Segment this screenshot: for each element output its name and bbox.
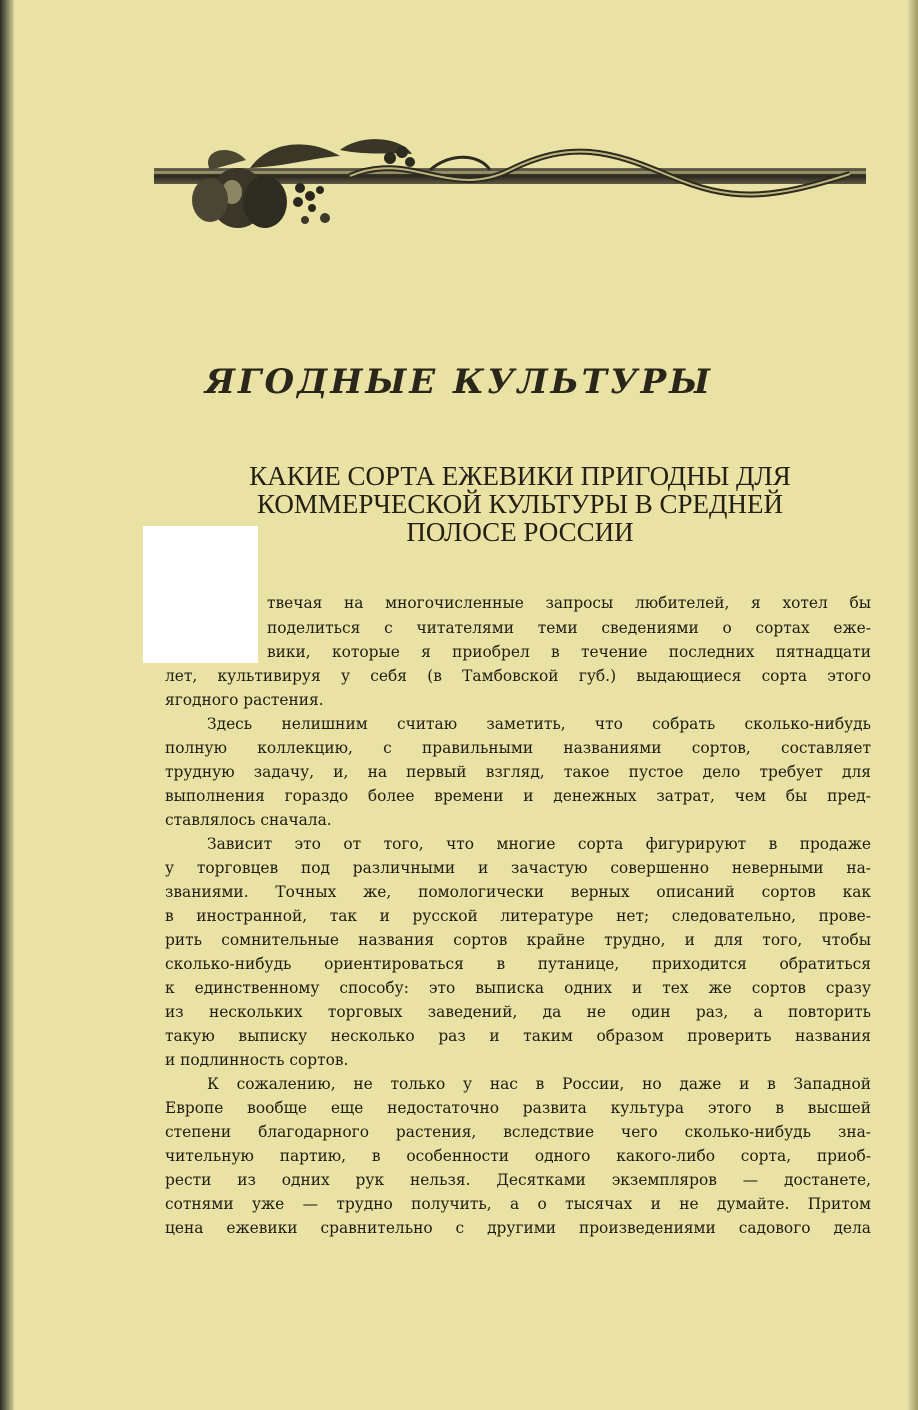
text-line: ставлялось сначала.	[165, 811, 332, 829]
article-title	[200, 462, 840, 546]
text-line: выполнения гораздо более времени и денежных затрат, чем бы пред-	[165, 787, 871, 805]
text-line: степени благодарного растения, вследствие чего сколько-нибудь зна-	[165, 1123, 871, 1141]
fruit-garland-ornament	[150, 130, 870, 250]
page-edge-left	[0, 0, 14, 1410]
text-line: ягодного растения.	[165, 691, 324, 709]
text-line: твечая на многочисленные запросы любителей, я хотел бы	[267, 594, 871, 612]
text-line: к единственному способу: это выписка одних и тех же сортов сразу	[165, 979, 871, 997]
text-line: чительную партию, в особенности одного какого-либо сорта, приоб-	[165, 1147, 871, 1165]
text-line: Здесь нелишним считаю заметить, что собрать сколько-нибудь	[207, 715, 871, 733]
article-title-line: КАКИЕ СОРТА ЕЖЕВИКИ ПРИГОДНЫ ДЛЯ	[249, 461, 791, 491]
article-title-line: КОММЕРЧЕСКОЙ КУЛЬТУРЫ В СРЕДНЕЙ	[257, 489, 783, 519]
article-title-line: ПОЛОСЕ РОССИИ	[406, 517, 634, 547]
text-line: и подлинность сортов.	[165, 1051, 349, 1069]
text-line: рести из одних рук нельзя. Десятками экземпляров — достанете,	[165, 1171, 871, 1189]
text-line: вики, которые я приобрел в течение последних пятнадцати	[267, 643, 871, 661]
text-line: цена ежевики сравнительно с другими произведениями садового дела	[165, 1219, 871, 1237]
text-line: в иностранной, так и русской литературе нет; следовательно, прове-	[165, 907, 871, 925]
text-line: у торговцев под различными и зачастую совершенно неверными на-	[165, 859, 871, 877]
text-line: трудную задачу, и, на первый взгляд, такое пустое дело требует для	[165, 763, 871, 781]
text-line: лет, культивируя у себя (в Тамбовской губ.) выдающиеся сорта этого	[165, 667, 871, 685]
text-line: званиями. Точных же, помологически верных описаний сортов как	[165, 883, 871, 901]
text-line: сколько-нибудь ориентироваться в путанице, приходится обратиться	[165, 955, 871, 973]
text-line: Европе вообще еще недостаточно развита культура этого в высшей	[165, 1099, 871, 1117]
text-line: Зависит это от того, что многие сорта фигурируют в продаже	[207, 835, 871, 853]
text-line: рить сомнительные названия сортов крайне трудно, и для того, чтобы	[165, 931, 871, 949]
text-line: К сожалению, не только у нас в России, но даже и в Западной	[207, 1075, 871, 1093]
text-line: из нескольких торговых заведений, да не один раз, а повторить	[165, 1003, 871, 1021]
page-edge-right	[908, 0, 918, 1410]
text-line: такую выписку несколько раз и таким образом проверить названия	[165, 1027, 871, 1045]
text-line: поделиться с читателями теми сведениями о сортах ежe-	[267, 619, 871, 637]
text-line: сотнями уже — трудно получить, а о тысячах и не думайте. Притом	[165, 1195, 871, 1213]
text-line: полную коллекцию, с правильными названиями сортов, составляет	[165, 739, 871, 757]
section-title: ЯГОДНЫЕ КУЛЬТУРЫ	[205, 362, 713, 402]
